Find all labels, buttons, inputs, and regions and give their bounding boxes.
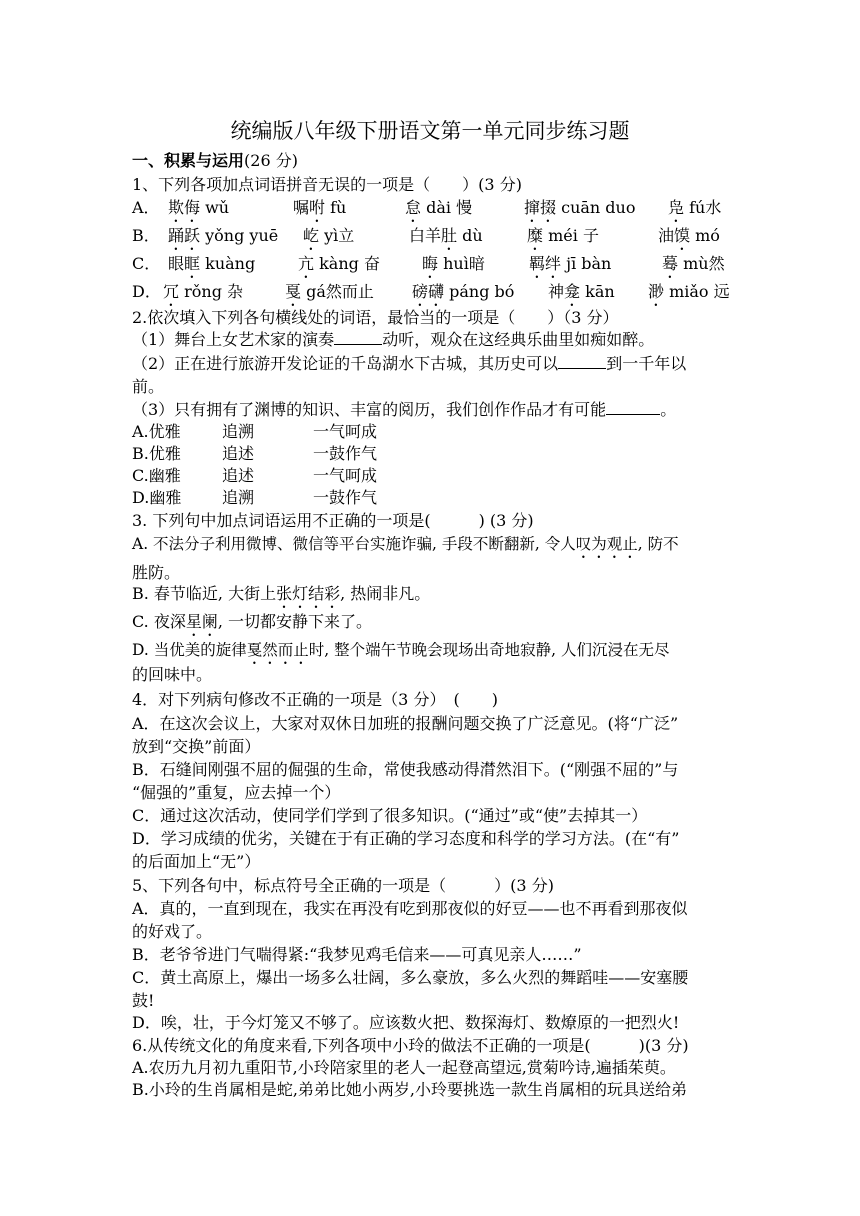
text-fragment: 时, 整个端午节晚会现场出奇地寂静, 人们沉浸在无尽: [308, 641, 670, 659]
q4-line: B．石缝间刚强不屈的倔强的生命，常使我感动得潸然泪下。(“刚强不屈的”与: [132, 760, 679, 779]
q1-option: 渺 miǎo 远: [648, 282, 730, 301]
q1-option: 踊跃 yǒng yuē: [168, 226, 279, 245]
q2-option-letter: A.优雅: [132, 422, 181, 441]
q1-option: 神龛 kān: [548, 282, 615, 301]
q1-option: 亢 kàng 奋: [298, 254, 380, 273]
q3-option-a: [132, 534, 679, 562]
answer-blank: [558, 354, 606, 369]
q4-line: “倔强的”重复，应去掉一个）: [132, 783, 341, 802]
emphasized-term: 戛然而止: [246, 641, 309, 659]
q3-option-c: [132, 612, 372, 640]
q4-line: C．通过这次活动，使同学们学到了很多知识。(“通过”或“使”去掉其一）: [132, 806, 648, 825]
q6-line: B.小玲的生肖属相是蛇,弟弟比她小两岁,小玲要挑选一款生肖属相的玩具送给弟: [132, 1080, 688, 1099]
q1-option: 戛 gá然而止: [285, 282, 374, 301]
q2-option-letter: B.优雅: [132, 444, 181, 463]
q2-option-word: 一气呵成: [313, 466, 378, 485]
text-fragment: , 一切都安静下来了。: [217, 612, 373, 631]
q1-option: 蓦 mù然: [662, 254, 725, 273]
q2-stem: 2.依次填入下列各句横线处的词语，最恰当的一项是（ ）（3 分）: [132, 308, 619, 327]
q5-line: C．黄土高原上，爆出一场多么壮阔，多么豪放，多么火烈的舞蹈哇——安塞腰: [132, 968, 689, 987]
q2-option-letter: D.幽雅: [132, 488, 182, 507]
q4-stem: 4．对下列病句修改不正确的一项是（3 分） ( ): [132, 690, 498, 709]
q1-option: 磅礴 páng bó: [412, 282, 515, 301]
q1-row-label: B．: [132, 226, 160, 245]
text-fragment: C. 夜深: [132, 612, 186, 631]
section-number: 一、: [132, 151, 165, 170]
text-fragment: A. 不法分子利用微博、微信等平台实施诈骗, 手段不断翻新, 令人: [132, 535, 576, 553]
text-fragment: 到一千年以: [606, 354, 687, 373]
q1-option: 油馍 mó: [658, 226, 720, 245]
text-fragment: D. 当优美的旋律: [132, 641, 247, 659]
text-fragment: 。: [660, 400, 677, 419]
q6-stem: 6.从传统文化的角度来看,下列各项中小玲的做法不正确的一项是( )(3 分): [132, 1036, 689, 1055]
q2-sentence-2-cont: 前。: [132, 377, 165, 396]
q1-option: 撺掇 cuān duo: [524, 198, 636, 217]
q5-line: 的好戏了。: [132, 922, 213, 941]
q2-option-word: 一气呵成: [313, 422, 378, 441]
text-fragment: , 防不: [637, 535, 679, 553]
q1-option: 白羊肚 dù: [409, 226, 483, 245]
q4-line: 放到“交换”前面）: [132, 737, 261, 756]
section-heading: [132, 151, 298, 171]
q4-line: 的后面加上“无”）: [132, 852, 261, 871]
q5-line: D．唉，壮，于今灯笼又不够了。应该数火把、数探海灯、数燎原的一把烈火!: [132, 1013, 680, 1032]
q5-line: B．老爷爷进门气喘得紧:“我梦见鸡毛信来——可真见亲人……”: [132, 945, 582, 964]
q2-option-word: 一鼓作气: [313, 488, 378, 507]
emphasized-term: 张灯结彩: [276, 584, 341, 603]
q5-line: 鼓!: [132, 991, 155, 1010]
q3-option-a-cont: 胜防。: [132, 563, 181, 582]
q1-option: 怠 dài 慢: [405, 198, 473, 217]
q1-option: 屹 yì立: [303, 226, 355, 245]
q2-option-letter: C.幽雅: [132, 466, 181, 485]
q2-option-word: 追溯: [222, 488, 255, 507]
q4-line: D．学习成绩的优劣，关键在于有正确的学习态度和科学的学习方法。(在“有”: [132, 829, 680, 848]
q5-stem: 5、下列各句中，标点符号全正确的一项是（ ）(3 分): [132, 876, 554, 895]
emphasized-term: 星阑: [185, 612, 218, 631]
q2-option-word: 追述: [222, 466, 255, 485]
q1-option: 眼眶 kuàng: [168, 254, 256, 273]
q5-line: A．真的，一直到现在，我实在再没有吃到那夜似的好豆——也不再看到那夜似: [132, 899, 688, 918]
q1-row-label: C．: [132, 254, 161, 273]
q3-option-b: [132, 584, 430, 612]
q3-option-d: [132, 640, 669, 668]
section-label: 积累与运用: [164, 151, 245, 170]
q1-option: 晦 huì暗: [422, 254, 485, 273]
answer-blank: [606, 400, 660, 415]
q2-sentence-3: [132, 400, 676, 420]
text-fragment: （3）只有拥有了渊博的知识、丰富的阅历，我们创作作品才有可能: [132, 400, 607, 419]
q2-option-word: 追述: [222, 444, 255, 463]
q2-option-word: 追溯: [222, 422, 255, 441]
q1-stem: 1、下列各项加点词语拼音无误的一项是（ ）(3 分): [132, 175, 522, 194]
emphasized-term: 叹为观止: [575, 535, 638, 553]
page-title: 统编版八年级下册语文第一单元同步练习题: [230, 119, 630, 143]
q1-option: 凫 fú水: [668, 198, 722, 217]
q2-sentence-2: [132, 354, 686, 374]
section-score: (26 分): [244, 151, 298, 170]
q1-option: 欺侮 wǔ: [168, 198, 230, 217]
q4-line: A．在这次会议上，大家对双休日加班的报酬问题交换了广泛意见。(将“广泛”: [132, 714, 679, 733]
q1-option: 羁绊 jī bàn: [529, 254, 612, 273]
q1-option: 糜 méi 子: [527, 226, 599, 245]
q6-line: A.农历九月初九重阳节,小玲陪家里的老人一起登高望远,赏菊吟诗,遍插茱萸。: [132, 1058, 676, 1077]
text-fragment: , 热闹非凡。: [340, 584, 431, 603]
q1-option: 嘱咐 fù: [293, 198, 347, 217]
q3-stem: 3. 下列句中加点词语运用不正确的一项是( ) (3 分): [132, 511, 534, 530]
answer-blank: [334, 330, 382, 345]
q1-row-label: A．: [132, 198, 160, 217]
text-fragment: B. 春节临近, 大街上: [132, 584, 277, 603]
q3-option-d-cont: 的回味中。: [132, 665, 213, 684]
text-fragment: （2）正在进行旅游开发论证的千岛湖水下古城，其历史可以: [132, 354, 559, 373]
q2-option-word: 一鼓作气: [313, 444, 378, 463]
q1-option: 冗 rǒng 杂: [163, 282, 244, 301]
text-fragment: 动听，观众在这经典乐曲里如痴如醉。: [382, 330, 655, 349]
text-fragment: （1）舞台上女艺术家的演奏: [132, 330, 335, 349]
q1-row-label: D．: [132, 282, 161, 301]
q2-sentence-1: [132, 330, 654, 350]
